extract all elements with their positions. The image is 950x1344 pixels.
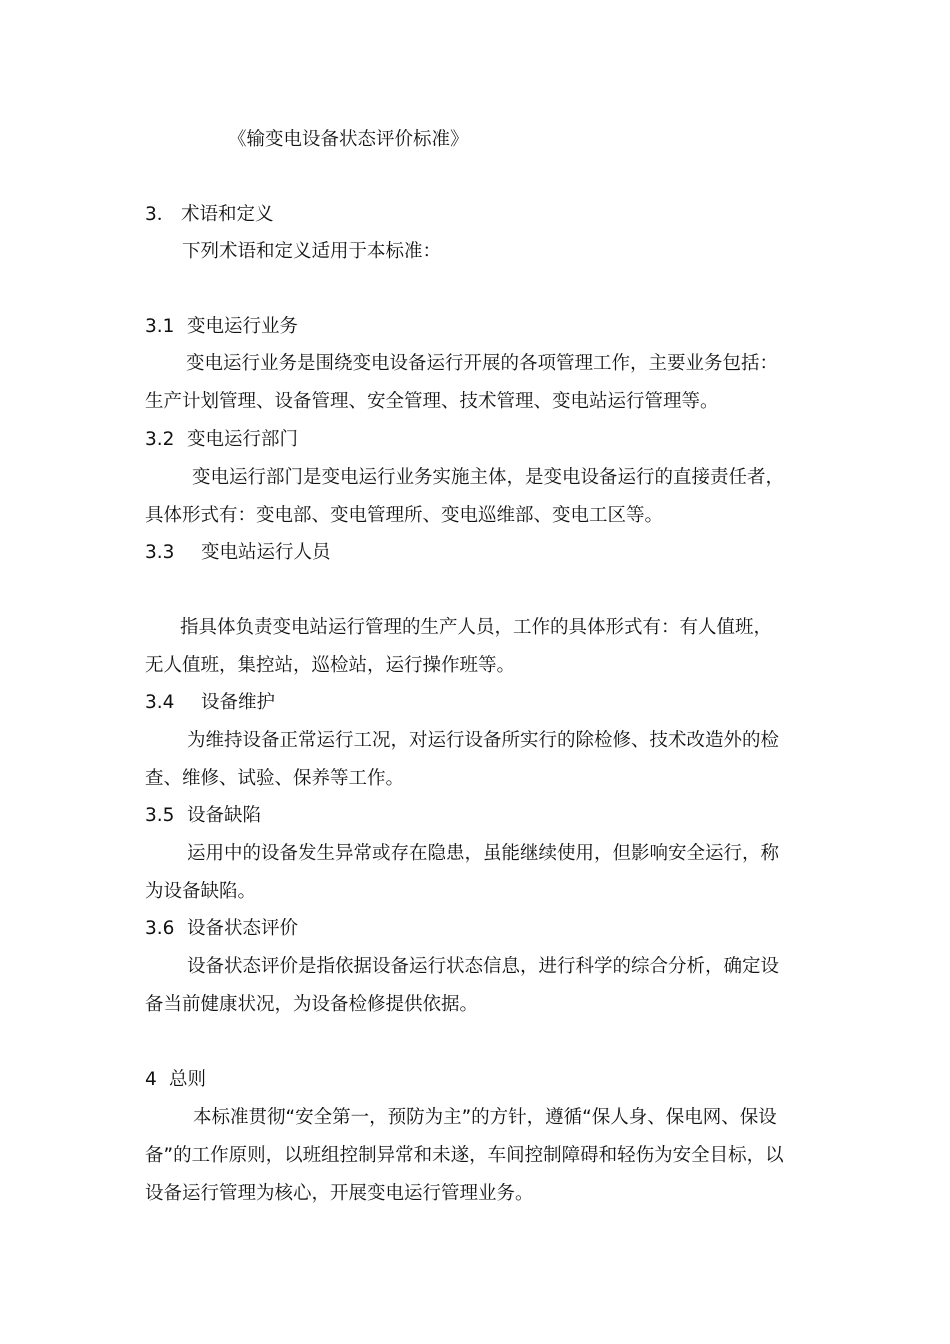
section-3-4-body-line: 为维持设备正常运行工况，对运行设备所实行的除检修、技术改造外的检 <box>187 730 780 751</box>
section-3-6-body-line: 设备状态评价是指依据设备运行状态信息，进行科学的综合分析，确定设 <box>187 956 780 977</box>
section-3-intro: 下列术语和定义适用于本标准： <box>182 241 442 262</box>
section-3-2-heading <box>145 428 298 452</box>
section-title: 设备缺陷 <box>187 805 262 826</box>
section-title: 变电站运行人员 <box>201 542 331 563</box>
section-title: 变电运行部门 <box>187 429 299 450</box>
section-3-4-heading <box>145 691 275 715</box>
section-3-1-body-line: 生产计划管理、设备管理、安全管理、技术管理、变电站运行管理等。 <box>145 391 719 412</box>
section-3-3-body-line: 无人值班，集控站，巡检站，运行操作班等。 <box>145 655 516 676</box>
section-3-1-heading <box>145 315 298 339</box>
section-3-2-body-line: 变电运行部门是变电运行业务实施主体，是变电设备运行的直接责任者， <box>192 467 785 488</box>
section-number: 3． <box>145 204 176 225</box>
section-number: 3.1 <box>145 316 175 337</box>
section-number: 3.3 <box>145 542 175 563</box>
section-3-4-body-line: 查、维修、试验、保养等工作。 <box>145 768 405 789</box>
section-title: 变电运行业务 <box>187 316 299 337</box>
section-3-3-heading <box>145 541 331 565</box>
section-number: 4 <box>145 1069 157 1090</box>
section-3-3-body-line: 指具体负责变电站运行管理的生产人员，工作的具体形式有：有人值班， <box>180 617 773 638</box>
section-4-body-line: 本标准贯彻“安全第一，预防为主”的方针，遵循“保人身、保电网、保设 <box>193 1107 777 1128</box>
section-number: 3.2 <box>145 429 175 450</box>
section-4-body-line: 备”的工作原则，以班组控制异常和未遂，车间控制障碍和轻伤为安全目标，以 <box>145 1145 784 1166</box>
section-3-2-body-line: 具体形式有：变电部、变电管理所、变电巡维部、变电工区等。 <box>145 505 664 526</box>
section-title: 术语和定义 <box>181 204 274 225</box>
section-3-5-heading <box>145 804 261 828</box>
section-title: 设备维护 <box>201 692 276 713</box>
section-number: 3.4 <box>145 692 175 713</box>
section-3-5-body-line: 为设备缺陷。 <box>145 881 257 902</box>
section-3-6-heading <box>145 917 298 941</box>
section-title: 设备状态评价 <box>187 918 299 939</box>
section-3-heading <box>145 203 274 227</box>
section-3-1-body-line: 变电运行业务是围绕变电设备运行开展的各项管理工作，主要业务包括： <box>186 353 779 374</box>
section-4-body-line: 设备运行管理为核心，开展变电运行管理业务。 <box>145 1183 534 1204</box>
section-3-5-body-line: 运用中的设备发生异常或存在隐患，虽能继续使用，但影响安全运行，称 <box>187 843 780 864</box>
section-title: 总则 <box>169 1069 207 1090</box>
section-4-heading <box>145 1068 206 1092</box>
section-3-6-body-line: 备当前健康状况，为设备检修提供依据。 <box>145 994 479 1015</box>
section-number: 3.6 <box>145 918 175 939</box>
document-title: 《输变电设备状态评价标准》 <box>228 129 469 150</box>
section-number: 3.5 <box>145 805 175 826</box>
